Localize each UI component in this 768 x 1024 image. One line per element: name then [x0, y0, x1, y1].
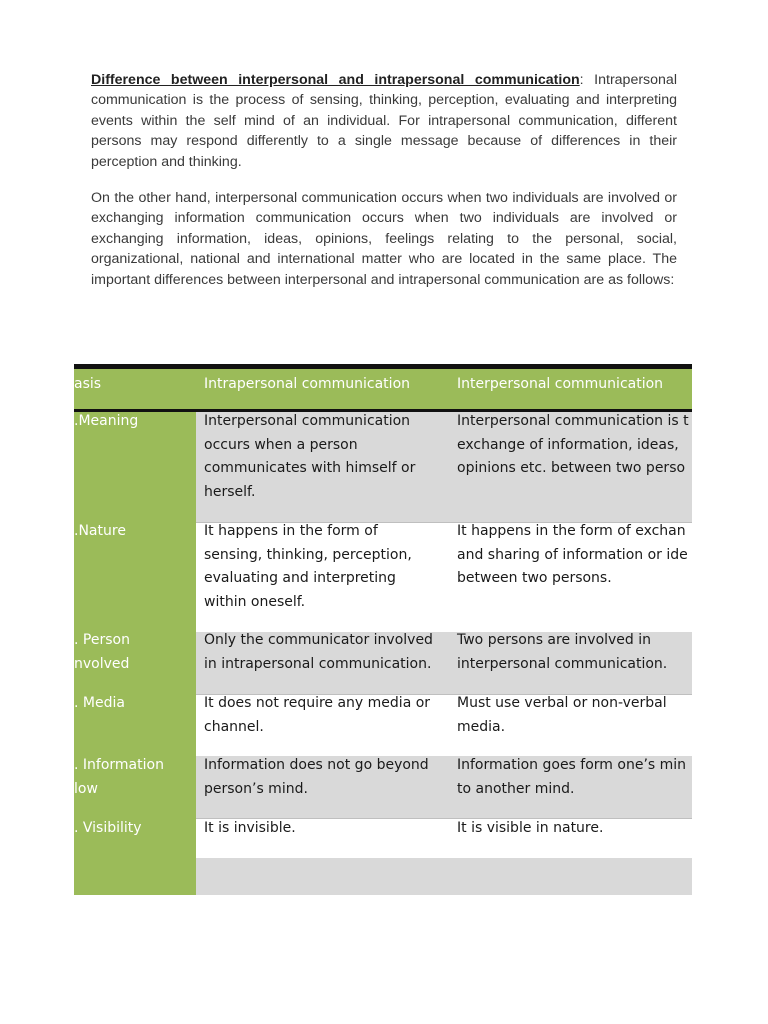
inter-cell-nature: It happens in the form of exchan and sharing of information or ide between two persons. [457, 523, 688, 586]
header-intrapersonal: Intrapersonal communication [204, 376, 411, 392]
inter-cell-media: Must use verbal or non-verbal media. [457, 695, 667, 735]
intra-cell-person-involved: Only the communicator involved in intrapersonal communication. [204, 632, 433, 672]
intra-cell-nature: It happens in the form of sensing, thinking, perception, evaluating and interpreting within oneself. [204, 523, 412, 610]
inter-cell-visibility: It is visible in nature. [457, 820, 604, 836]
document-body [91, 70, 677, 290]
intra-cell-media: It does not require any media or channel. [204, 695, 431, 735]
header-basis: asis [74, 376, 102, 392]
section-heading: Difference between interpersonal and intrapersonal communication [91, 72, 580, 88]
second-paragraph: On the other hand, interpersonal communication occurs when two individuals are involved or exchanging information communication occurs when two individuals are involved or exchanging information, ideas, opinions, feelings relating to the personal, social, organizational, national and international matter who are located in the same place. The important differences between interpersonal and intrapersonal communication are as follows: [91, 190, 677, 288]
heading-colon: : [579, 72, 584, 88]
comparison-table [74, 364, 692, 895]
header-interpersonal: Interpersonal communication [457, 376, 664, 392]
inter-cell-person-involved: Two persons are involved in interpersonal communication. [457, 632, 668, 672]
basis-cell-information-flow: . Information low [74, 757, 164, 797]
intro-paragraph [91, 70, 677, 172]
inter-cell-information-flow: Information goes form one’s min to another mind. [457, 757, 687, 797]
table-row-empty [196, 858, 692, 895]
basis-cell-person-involved: . Person nvolved [74, 632, 130, 672]
basis-cell-media: . Media [74, 695, 125, 711]
intro-paragraph-text: Intrapersonal communication is the process of sensing, thinking, perception, evaluating and interpreting events within the self mind of an individual. For intrapersonal communication, different persons may respond differently to a single message because of differences in their perception and thinking. [91, 72, 677, 170]
intra-cell-meaning: Interpersonal communication occurs when a person communicates with himself or herself. [204, 413, 416, 500]
basis-cell-meaning: .Meaning [74, 413, 139, 429]
basis-cell-nature: .Nature [74, 523, 126, 539]
intra-cell-visibility: It is invisible. [204, 820, 296, 836]
inter-cell-meaning: Interpersonal communication is t exchange of information, ideas, opinions etc. between two perso [457, 413, 689, 476]
intra-cell-information-flow: Information does not go beyond person’s mind. [204, 757, 429, 797]
basis-cell-visibility: . Visibility [74, 820, 142, 836]
table-header-row [74, 369, 692, 409]
